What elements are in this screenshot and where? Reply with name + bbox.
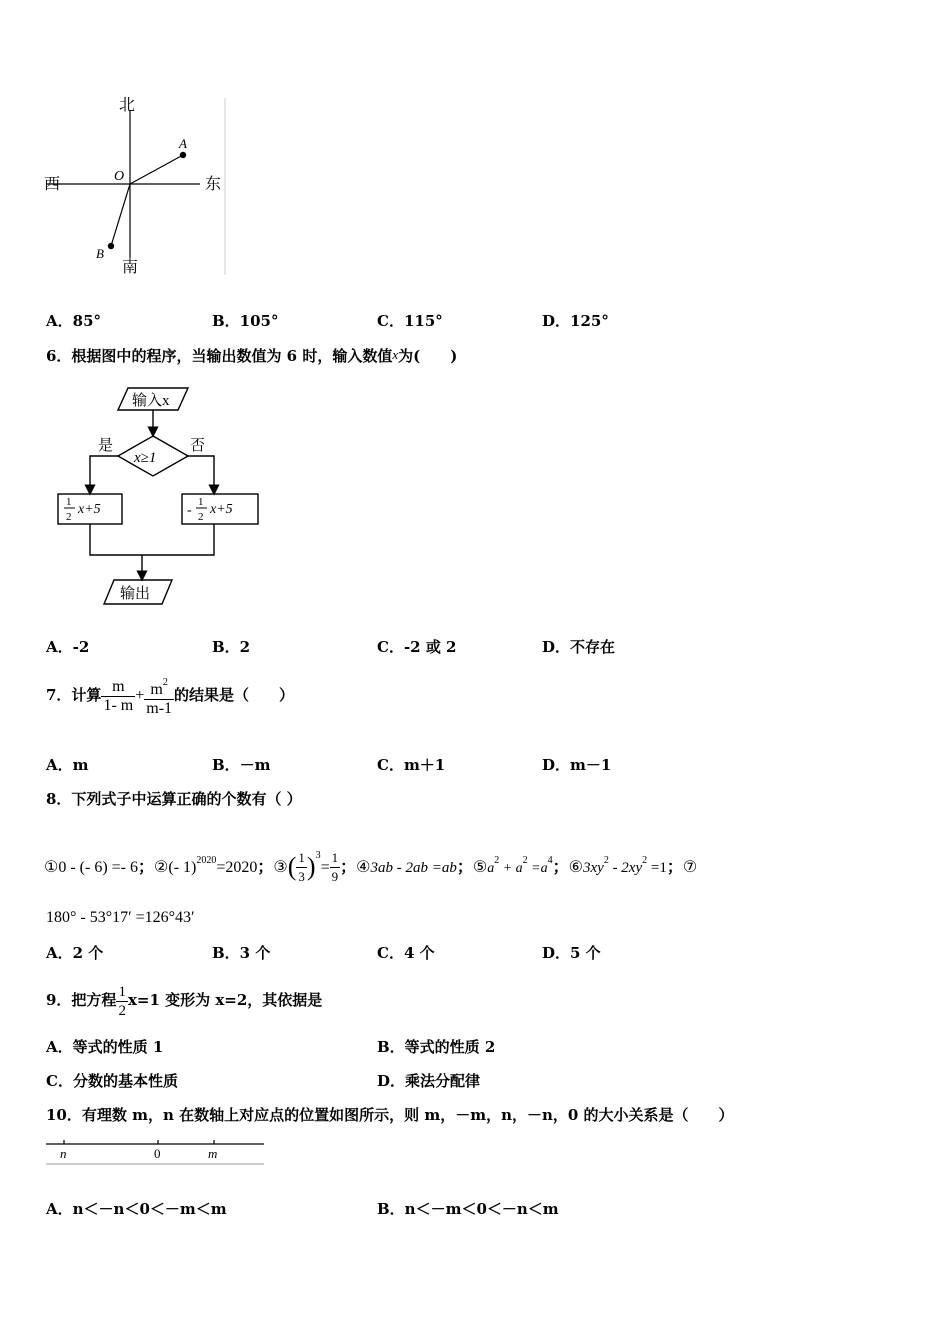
q6-variable: x bbox=[392, 347, 399, 362]
q6-text-pre: 6．根据图中的程序，当输出数值为 6 时，输入数值 bbox=[46, 347, 393, 365]
q10-question: 10．有理数 m，n 在数轴上对应点的位置如图所示，则 m，－m，n，－n，0 的大小关系是（ ） bbox=[46, 1106, 734, 1124]
q9-option-d: D．乘法分配律 bbox=[377, 1072, 481, 1090]
flow-right-half-den: 2 bbox=[198, 511, 204, 523]
q8-e2-exp: 2020 bbox=[196, 855, 217, 866]
q5-option-c: C．115° bbox=[377, 312, 443, 330]
q8-expressions-line bbox=[44, 846, 697, 886]
flow-condition-label: x≥1 bbox=[134, 450, 157, 466]
q7-f2-numerator bbox=[144, 674, 174, 700]
compass-east-label: 东 bbox=[205, 176, 222, 193]
q8-e4: 3ab - 2ab =ab bbox=[370, 860, 457, 876]
compass-west-label: 西 bbox=[44, 176, 61, 193]
q8-e3-exp: 3 bbox=[315, 850, 321, 861]
flow-right-minus: - bbox=[187, 503, 192, 518]
q8-e3-rden: 9 bbox=[331, 869, 339, 884]
q8-sep-1: ； bbox=[138, 857, 155, 876]
q8-sep-6: ； bbox=[666, 857, 683, 876]
q8-e6-a: 3xy bbox=[582, 860, 604, 876]
q8-e3-den: 3 bbox=[298, 869, 305, 884]
compass-point-b-label: B bbox=[96, 246, 104, 261]
q5-option-a: A．85° bbox=[46, 312, 102, 330]
compass-north-label: 北 bbox=[119, 97, 136, 114]
q8-e5-p1: 2 bbox=[494, 855, 500, 866]
flow-input-label: 输入x bbox=[132, 393, 170, 409]
q8-e3-fraction bbox=[296, 849, 307, 886]
q8-e7-label: ⑦ bbox=[682, 857, 698, 876]
q9-den: 2 bbox=[118, 1002, 126, 1019]
q8-sep-4: ； bbox=[456, 857, 473, 876]
q8-e7: 180° - 53°17′ =126°43′ bbox=[46, 909, 195, 926]
q5-option-b: B．105° bbox=[212, 312, 279, 330]
q8-e6-label: ⑥ bbox=[568, 857, 583, 876]
q6-option-b: B．2 bbox=[212, 638, 251, 656]
q7-f2-den: m-1 bbox=[146, 700, 173, 717]
q9-option-b: B．等式的性质 2 bbox=[377, 1038, 496, 1056]
q8-e5-eq: =a bbox=[527, 861, 548, 876]
q8-e3-rnum: 1 bbox=[330, 849, 341, 868]
q6-option-c: C．-2 或 2 bbox=[377, 638, 457, 656]
q9-fraction bbox=[116, 983, 128, 1020]
q7-question bbox=[46, 674, 294, 718]
flow-right-half-num: 1 bbox=[198, 496, 204, 508]
q7-option-d: D．m－1 bbox=[542, 756, 612, 774]
q9-question bbox=[46, 980, 322, 1020]
q7-fraction-1 bbox=[101, 678, 135, 715]
q8-e4-label: ④ bbox=[356, 857, 371, 876]
q7-fraction-2 bbox=[144, 674, 174, 718]
q7-plus: + bbox=[135, 687, 145, 704]
q10-option-b: B．n＜－m＜0＜－n＜m bbox=[377, 1200, 559, 1218]
q9-num: 1 bbox=[118, 983, 126, 1000]
compass-origin-label: O bbox=[114, 169, 125, 184]
q8-e5-label: ⑤ bbox=[472, 857, 488, 876]
q5-option-d: D．125° bbox=[542, 312, 609, 330]
q8-sep-5: ； bbox=[552, 857, 569, 876]
flow-left-half-den: 2 bbox=[66, 511, 72, 523]
q8-question: 8．下列式子中运算正确的个数有（ ） bbox=[46, 790, 302, 808]
q8-e1: 0 - (- 6) =- 6 bbox=[58, 859, 139, 876]
q9-option-c: C．分数的基本性质 bbox=[46, 1072, 178, 1090]
q8-e3-num: 1 bbox=[296, 849, 307, 868]
q8-e2-label: ② bbox=[154, 857, 169, 876]
q8-e5-p3: 4 bbox=[547, 855, 553, 866]
axis-label-m: m bbox=[208, 1146, 218, 1161]
q8-e3-lparen: ( bbox=[287, 852, 297, 881]
q6-option-d: D．不存在 bbox=[542, 638, 616, 656]
q8-e3-label: ③ bbox=[273, 857, 288, 876]
flow-yes-label: 是 bbox=[98, 438, 114, 454]
q8-option-d: D．5 个 bbox=[542, 944, 601, 962]
number-line-figure bbox=[44, 1136, 268, 1168]
q8-e6-c: =1 bbox=[647, 860, 667, 876]
flow-left-box-text: x+5 bbox=[78, 502, 101, 517]
flowchart-figure bbox=[50, 380, 280, 615]
flow-right-box-text: x+5 bbox=[210, 502, 233, 517]
q8-sep-3: ； bbox=[340, 857, 357, 876]
q8-e2-rhs: =2020 bbox=[216, 859, 258, 876]
q8-e6-p2: 2 bbox=[642, 855, 648, 866]
flow-output-label: 输出 bbox=[120, 586, 151, 602]
flow-left-half-num: 1 bbox=[66, 496, 72, 508]
q8-option-c: C．4 个 bbox=[377, 944, 435, 962]
q7-prefix: 7．计算 bbox=[46, 686, 102, 704]
q8-e5-plus: + a bbox=[499, 861, 523, 876]
q8-e1-label: ① bbox=[44, 857, 59, 876]
compass-point-a-label: A bbox=[179, 136, 187, 151]
axis-label-zero: 0 bbox=[154, 1146, 161, 1161]
q8-e3-result bbox=[330, 849, 341, 886]
q8-e6-p1: 2 bbox=[603, 855, 609, 866]
q10-option-a: A．n＜－n＜0＜－m＜m bbox=[46, 1200, 227, 1218]
axis-label-n: n bbox=[60, 1146, 67, 1161]
q8-e5-p2: 2 bbox=[522, 855, 528, 866]
q7-f2-sup: 2 bbox=[162, 677, 168, 688]
compass-south-label: 南 bbox=[122, 259, 139, 276]
q7-option-c: C．m＋1 bbox=[377, 756, 446, 774]
q7-option-b: B．－m bbox=[212, 756, 271, 774]
q8-e2-base: (- 1) bbox=[168, 859, 197, 876]
q8-e3-eq: = bbox=[320, 859, 330, 876]
q7-suffix: 的结果是（ ） bbox=[174, 686, 295, 704]
flow-no-label: 否 bbox=[190, 438, 206, 454]
q8-sep-2: ； bbox=[257, 857, 274, 876]
q8-option-b: B．3 个 bbox=[212, 944, 271, 962]
q7-f1-den: 1- m bbox=[103, 696, 134, 714]
q9-prefix: 9．把方程 bbox=[46, 991, 117, 1009]
q8-e6-b: - 2xy bbox=[608, 860, 643, 876]
q7-f2-num: m bbox=[150, 681, 163, 698]
q9-option-a: A．等式的性质 1 bbox=[46, 1038, 164, 1056]
q6-question bbox=[46, 346, 457, 365]
q8-e3-rparen: ) bbox=[306, 852, 316, 881]
q6-text-post: 为( ) bbox=[398, 347, 458, 365]
q6-option-a: A．-2 bbox=[46, 638, 90, 656]
compass-figure bbox=[40, 90, 240, 280]
q7-f1-num: m bbox=[101, 678, 135, 697]
q9-suffix: x=1 变形为 x=2，其依据是 bbox=[127, 991, 323, 1009]
q7-option-a: A．m bbox=[46, 756, 89, 774]
q8-option-a: A．2 个 bbox=[46, 944, 104, 962]
q8-e5-a: a bbox=[487, 861, 495, 876]
